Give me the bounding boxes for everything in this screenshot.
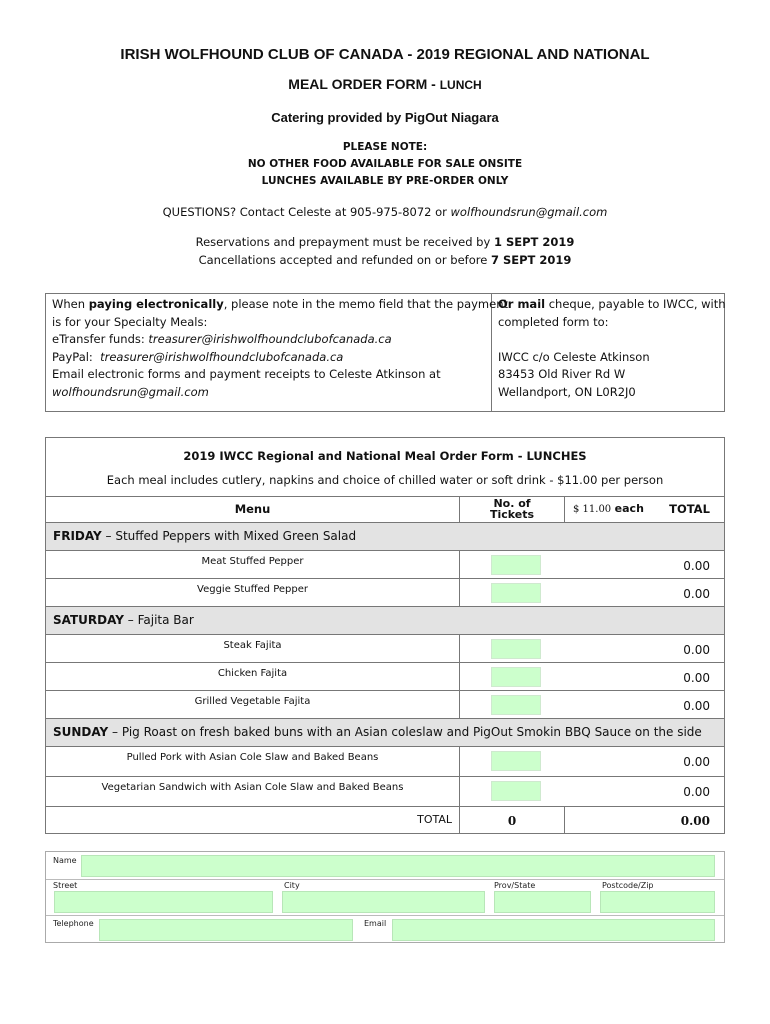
telephone-label: Telephone xyxy=(53,919,94,928)
column-tickets-line2: Tickets xyxy=(489,508,535,521)
menu-item-row xyxy=(46,662,724,690)
menu-item-row xyxy=(46,578,724,606)
day-label: FRIDAY xyxy=(53,529,102,543)
paypal-label: PayPal: xyxy=(52,349,101,364)
reservation-deadline xyxy=(0,235,770,249)
postcode-label: Postcode/Zip xyxy=(602,881,654,890)
street-field[interactable] xyxy=(54,891,273,913)
item-total: 0.00 xyxy=(683,643,710,657)
column-menu: Menu xyxy=(46,497,460,522)
item-total: 0.00 xyxy=(683,671,710,685)
name-label: Name xyxy=(53,856,77,865)
menu-item-name: Meat Stuffed Pepper xyxy=(46,551,460,578)
tickets-input[interactable] xyxy=(491,751,541,771)
item-total: 0.00 xyxy=(683,587,710,601)
day-label: SATURDAY xyxy=(53,613,124,627)
column-each: each xyxy=(614,502,644,515)
column-header-row xyxy=(46,496,724,522)
electronic-line-1 xyxy=(52,296,508,314)
etransfer-email: treasurer@irishwolfhoundclubofcanada.ca xyxy=(148,332,392,346)
day-row-saturday xyxy=(46,606,724,634)
item-total: 0.00 xyxy=(683,785,710,799)
column-tickets xyxy=(460,497,565,522)
day-description: – Pig Roast on fresh baked buns with an Asian coleslaw and PigOut Smokin BBQ Sauce on the side xyxy=(108,725,702,739)
tickets-input[interactable] xyxy=(491,583,541,603)
menu-item-name: Veggie Stuffed Pepper xyxy=(46,579,460,606)
menu-item-name: Grilled Vegetable Fajita xyxy=(46,691,460,718)
electronic-line-2: is for your Specialty Meals: xyxy=(52,314,208,329)
prov-field[interactable] xyxy=(494,891,591,913)
etransfer-line xyxy=(52,331,485,349)
tickets-cell xyxy=(460,551,565,578)
cancellation-date: 7 SEPT 2019 xyxy=(490,253,572,267)
form-subtitle-lunch: LUNCH xyxy=(439,78,482,92)
mail-address-2: 83453 Old River Rd W xyxy=(498,367,626,381)
email-field[interactable] xyxy=(392,919,715,941)
payment-instructions xyxy=(45,293,725,412)
electronic-payment-column xyxy=(46,294,508,411)
form-subtitle-main: MEAL ORDER FORM - xyxy=(288,76,440,92)
tickets-input[interactable] xyxy=(491,667,541,687)
total-tickets: 0 xyxy=(460,807,565,833)
notice-heading: PLEASE NOTE: xyxy=(342,141,428,153)
tickets-cell xyxy=(460,777,565,806)
paypal-line xyxy=(52,349,485,367)
mail-line-1 xyxy=(498,296,726,314)
menu-item-name: Pulled Pork with Asian Cole Slaw and Baked Beans xyxy=(46,747,460,776)
mail-spacer xyxy=(498,331,726,349)
menu-item-name: Vegetarian Sandwich with Asian Cole Slaw and Baked Beans xyxy=(46,777,460,806)
tickets-cell xyxy=(460,663,565,690)
cancellation-text: Cancellations accepted and refunded on or before xyxy=(198,253,491,267)
street-label: Street xyxy=(53,881,78,890)
telephone-field[interactable] xyxy=(99,919,353,941)
notice-line-1: NO OTHER FOOD AVAILABLE FOR SALE ONSITE xyxy=(247,158,523,170)
total-amount: 0.00 xyxy=(680,814,710,828)
divider xyxy=(46,915,724,916)
etransfer-label: eTransfer funds: xyxy=(52,332,149,346)
form-subtitle xyxy=(0,76,770,92)
city-field[interactable] xyxy=(282,891,485,913)
tickets-input[interactable] xyxy=(491,781,541,801)
questions-line xyxy=(0,205,770,219)
electronic-line-6 xyxy=(52,384,485,402)
electronic-line-5: Email electronic forms and payment receipts to Celeste Atkinson at xyxy=(52,367,441,381)
form-title: IRISH WOLFHOUND CLUB OF CANADA - 2019 REGIONAL AND NATIONAL xyxy=(120,46,650,63)
item-total: 0.00 xyxy=(683,559,710,573)
catering-note: Catering provided by PigOut Niagara xyxy=(271,110,499,125)
tickets-cell xyxy=(460,691,565,718)
total-row xyxy=(46,806,724,833)
column-price-each xyxy=(565,497,655,522)
menu-item-row xyxy=(46,746,724,776)
reservation-date: 1 SEPT 2019 xyxy=(493,235,575,249)
day-row-sunday xyxy=(46,718,724,746)
reservation-text: Reservations and prepayment must be received by xyxy=(195,235,494,249)
electronic-l1-post: , please note in the memo field that the payment xyxy=(223,297,508,311)
mail-line-2: completed form to: xyxy=(498,314,609,329)
tickets-cell xyxy=(460,747,565,776)
cancellation-deadline xyxy=(0,253,770,267)
postcode-field[interactable] xyxy=(600,891,715,913)
mail-address-1: IWCC c/o Celeste Atkinson xyxy=(498,349,650,364)
electronic-l1-bold: paying electronically xyxy=(88,297,224,311)
name-field[interactable] xyxy=(81,855,715,877)
prov-label: Prov/State xyxy=(494,881,536,890)
questions-email: wolfhoundsrun@gmail.com xyxy=(450,205,608,219)
mail-l1-post: cheque, payable to IWCC, with xyxy=(545,297,726,311)
mail-l1-bold: Or mail xyxy=(498,297,546,311)
email-label: Email xyxy=(364,919,387,928)
tickets-input[interactable] xyxy=(491,639,541,659)
paypal-email: treasurer@irishwolfhoundclubofcanada.ca xyxy=(100,349,344,364)
city-label: City xyxy=(284,881,300,890)
column-price: $ 11.00 xyxy=(573,504,612,515)
day-row-friday xyxy=(46,522,724,550)
menu-item-row xyxy=(46,776,724,806)
order-form-subtitle: Each meal includes cutlery, napkins and choice of chilled water or soft drink - $11.00 per person xyxy=(106,473,664,487)
column-total: TOTAL xyxy=(669,502,710,516)
tickets-input[interactable] xyxy=(491,695,541,715)
contact-details xyxy=(45,851,725,943)
menu-item-row xyxy=(46,690,724,718)
total-label: TOTAL xyxy=(46,807,460,833)
day-description: – Stuffed Peppers with Mixed Green Salad xyxy=(101,529,357,543)
column-tickets-line1: No. of xyxy=(493,497,531,510)
divider xyxy=(46,879,724,880)
day-description: – Fajita Bar xyxy=(123,613,194,627)
item-total: 0.00 xyxy=(683,755,710,769)
menu-item-name: Chicken Fajita xyxy=(46,663,460,690)
electronic-l1-pre: When xyxy=(52,297,89,311)
receipts-email: wolfhoundsrun@gmail.com xyxy=(52,384,209,399)
order-form-title: 2019 IWCC Regional and National Meal Order Form - LUNCHES xyxy=(183,449,587,463)
questions-text: QUESTIONS? Contact Celeste at 905-975-8072 or xyxy=(162,205,451,219)
menu-item-row xyxy=(46,550,724,578)
menu-item-name: Steak Fajita xyxy=(46,635,460,662)
menu-item-row xyxy=(46,634,724,662)
order-form-table xyxy=(45,437,725,834)
tickets-cell xyxy=(460,635,565,662)
tickets-cell xyxy=(460,579,565,606)
item-total: 0.00 xyxy=(683,699,710,713)
notice-line-2: LUNCHES AVAILABLE BY PRE-ORDER ONLY xyxy=(261,175,509,187)
mail-payment-column xyxy=(492,294,732,411)
tickets-input[interactable] xyxy=(491,555,541,575)
day-label: SUNDAY xyxy=(53,725,109,739)
mail-address-3: Wellandport, ON L0R2J0 xyxy=(498,384,636,399)
